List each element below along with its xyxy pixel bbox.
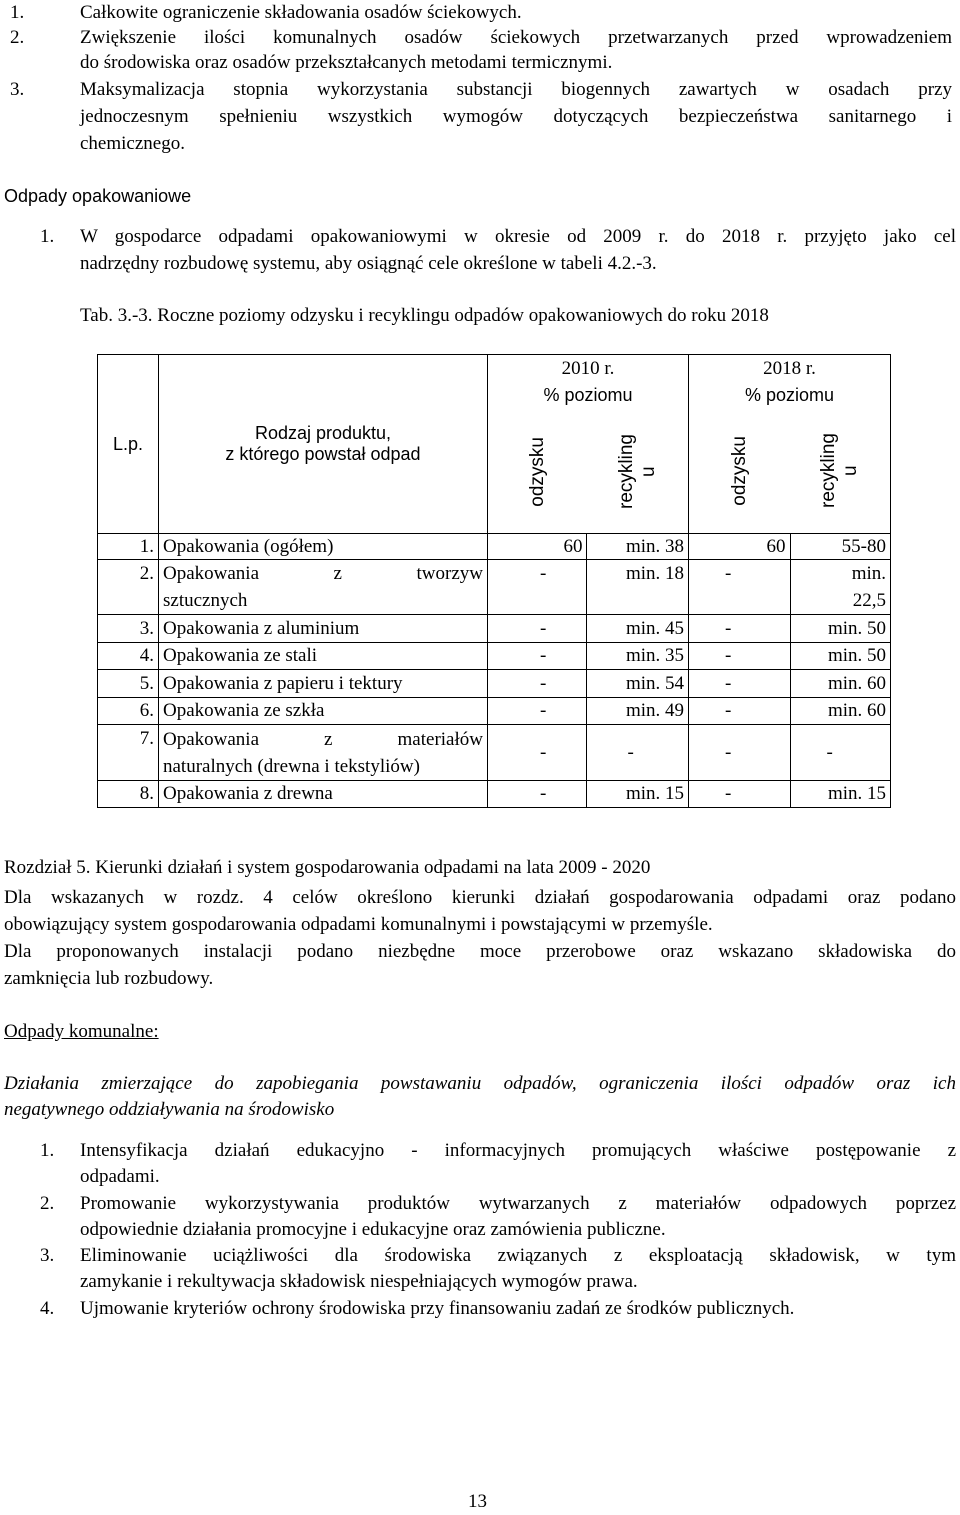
- paragraph-line: zamknięcia lub rozbudowy.: [4, 968, 214, 989]
- cell-value: -: [689, 670, 791, 698]
- cell-lp: 1.: [98, 534, 159, 560]
- header-recykling-b: u: [840, 465, 861, 476]
- list-item-text: zamykanie i rekultywacja składowisk niespełniających wymogów prawa.: [80, 1271, 638, 1292]
- cell-value: min. 49: [587, 698, 689, 725]
- cell-value: -: [689, 560, 791, 615]
- header-product: [159, 355, 488, 534]
- italic-paragraph-line: negatywnego oddziaływania na środowisko: [4, 1099, 335, 1120]
- cell-value: -: [689, 781, 791, 808]
- page-number: 13: [468, 1491, 487, 1512]
- cell-lp: 6.: [98, 698, 159, 725]
- cell-lp: 7.: [98, 725, 159, 781]
- list-number: 1.: [40, 226, 55, 247]
- list-item-text: Całkowite ograniczenie składowania osadów ściekowych.: [80, 2, 522, 23]
- cell-value: 60: [689, 534, 791, 560]
- cell-value: 60: [488, 534, 587, 560]
- cell-value: min. 60: [790, 698, 891, 725]
- cell-value: -: [488, 643, 587, 670]
- cell-value: min. 38: [587, 534, 689, 560]
- header-year: 2010 r.: [561, 358, 615, 379]
- table-row: [98, 560, 891, 615]
- cell-value: 55-80: [790, 534, 891, 560]
- list-item-text: jednoczesnym spełnieniu wszystkich wymogów dotyczących bezpieczeństwa sanitarnego i: [80, 106, 952, 127]
- header-lp: L.p.: [98, 355, 159, 534]
- list-item-text: nadrzędny rozbudowę systemu, aby osiągnąć cele określone w tabeli 4.2.-3.: [80, 253, 657, 274]
- header-recykling: [616, 422, 660, 522]
- list-item-text: do środowiska oraz osadów przekształcanych metodami termicznymi.: [80, 52, 613, 73]
- header-odzysku: odzysku: [728, 435, 750, 506]
- table-row: [98, 725, 891, 781]
- cell-value: min. 18: [587, 560, 689, 615]
- chapter-heading: Rozdział 5. Kierunki działań i system gospodarowania odpadami na lata 2009 - 2020: [4, 857, 651, 878]
- cell-name-line: Opakowania z tworzyw: [163, 563, 483, 584]
- list-item-text: Promowanie wykorzystywania produktów wytwarzanych z materiałów odpadowych poprzez: [80, 1193, 956, 1214]
- cell-value: min. 35: [587, 643, 689, 670]
- list-number: 2.: [10, 27, 25, 48]
- cell-lp: 5.: [98, 670, 159, 698]
- cell-value: -: [488, 781, 587, 808]
- list-item-text: Maksymalizacja stopnia wykorzystania substancji biogennych zawartych w osadach przy: [80, 79, 952, 100]
- list-number: 1.: [10, 2, 25, 23]
- header-2018: [689, 355, 891, 534]
- cell-value: -: [689, 615, 791, 643]
- list-item-text: Eliminowanie uciążliwości dla środowiska związanych z eksploatacją składowisk, w tym: [80, 1245, 956, 1266]
- cell-name: [159, 725, 488, 781]
- cell-lp: 2.: [98, 560, 159, 615]
- table-row: [98, 698, 891, 725]
- header-recykling: [818, 421, 862, 521]
- list-item-text: Zwiększenie ilości komunalnych osadów ściekowych przetwarzanych przed wprowadzeniem: [80, 27, 952, 48]
- cell-name-line: sztucznych: [163, 590, 248, 611]
- paragraph-line: Dla proponowanych instalacji podano niezbędne moce przerobowe oraz wskazano składowiska do: [4, 941, 956, 962]
- list-number: 2.: [40, 1193, 55, 1214]
- header-year: 2018 r.: [763, 358, 816, 379]
- list-number: 4.: [40, 1298, 55, 1319]
- cell-lp: 3.: [98, 615, 159, 643]
- cell-value: -: [488, 698, 587, 725]
- cell-value: min. 54: [587, 670, 689, 698]
- list-number: 1.: [40, 1140, 55, 1161]
- cell-value: min. 15: [790, 781, 891, 808]
- table-row: [98, 643, 891, 670]
- table-row: [98, 670, 891, 698]
- cell-name: [159, 560, 488, 615]
- cell-value: -: [689, 698, 791, 725]
- cell-value: min. 45: [587, 615, 689, 643]
- header-pct: % poziomu: [543, 385, 633, 405]
- table-row: [98, 781, 891, 808]
- cell-value: min. 15: [587, 781, 689, 808]
- cell-value: min. 50: [790, 615, 891, 643]
- cell-value: -: [488, 670, 587, 698]
- cell-name-line: naturalnych (drewna i tekstyliów): [163, 755, 420, 777]
- paragraph-line: obowiązujący system gospodarowania odpadami komunalnymi i powstającymi w przemyśle.: [4, 914, 713, 935]
- cell-value: -: [488, 725, 587, 781]
- table-row: [98, 534, 891, 560]
- cell-value: min. 60: [790, 670, 891, 698]
- cell-name: Opakowania ze szkła: [159, 698, 488, 725]
- cell-name: Opakowania ze stali: [159, 643, 488, 670]
- cell-value-line: min.: [851, 563, 886, 584]
- list-item-text: odpowiednie działania promocyjne i edukacyjne oraz zamówienia publiczne.: [80, 1219, 666, 1240]
- italic-paragraph-line: Działania zmierzające do zapobiegania powstawaniu odpadów, ograniczenia ilości odpadów oraz ich: [4, 1073, 956, 1094]
- table-caption: Tab. 3.-3. Roczne poziomy odzysku i recyklingu odpadów opakowaniowych do roku 2018: [80, 305, 769, 326]
- header-product-line: z którego powstał odpad: [225, 444, 421, 464]
- cell-lp: 4.: [98, 643, 159, 670]
- cell-value: min. 50: [790, 643, 891, 670]
- cell-value-line: 22,5: [852, 590, 886, 611]
- cell-value: -: [587, 725, 689, 781]
- list-item-text: odpadami.: [80, 1166, 160, 1187]
- list-item-text: Intensyfikacja działań edukacyjno - informacyjnych promujących właściwe postępowanie z: [80, 1140, 956, 1161]
- paragraph-line: Dla wskazanych w rozdz. 4 celów określono kierunki działań gospodarowania odpadami oraz podano: [4, 887, 956, 908]
- header-product-line: Rodzaj produktu,: [254, 423, 392, 443]
- section-heading-packaging: Odpady opakowaniowe: [4, 186, 192, 206]
- list-number: 3.: [10, 79, 25, 100]
- header-recykling-a: recykling: [818, 433, 839, 508]
- section-heading-municipal: Odpady komunalne:: [4, 1021, 159, 1042]
- list-number: 3.: [40, 1245, 55, 1266]
- cell-value: -: [790, 725, 891, 781]
- header-odzysku: odzysku: [526, 436, 548, 507]
- header-recykling-b: u: [637, 466, 659, 477]
- table-header-row: [98, 355, 891, 534]
- header-recykling-a: recykling: [615, 434, 637, 509]
- cell-value: -: [488, 615, 587, 643]
- list-item-text: Ujmowanie kryteriów ochrony środowiska przy finansowaniu zadań ze środków publicznych.: [80, 1298, 795, 1319]
- table-row: [98, 615, 891, 643]
- recycling-table: [97, 354, 891, 808]
- cell-value: -: [689, 725, 791, 781]
- cell-lp: 8.: [98, 781, 159, 808]
- cell-value: -: [689, 643, 791, 670]
- header-2010: [488, 355, 689, 534]
- cell-value: [790, 560, 891, 615]
- cell-name: Opakowania z drewna: [159, 781, 488, 808]
- cell-name: Opakowania z aluminium: [159, 615, 488, 643]
- header-pct: % poziomu: [744, 385, 835, 405]
- list-item-text: W gospodarce odpadami opakowaniowymi w okresie od 2009 r. do 2018 r. przyjęto jako cel: [80, 226, 956, 247]
- cell-name-line: Opakowania z materiałów: [163, 728, 483, 750]
- cell-name: Opakowania (ogółem): [159, 534, 488, 560]
- cell-name: Opakowania z papieru i tektury: [159, 670, 488, 698]
- list-item-text: chemicznego.: [80, 133, 185, 154]
- cell-value: -: [488, 560, 587, 615]
